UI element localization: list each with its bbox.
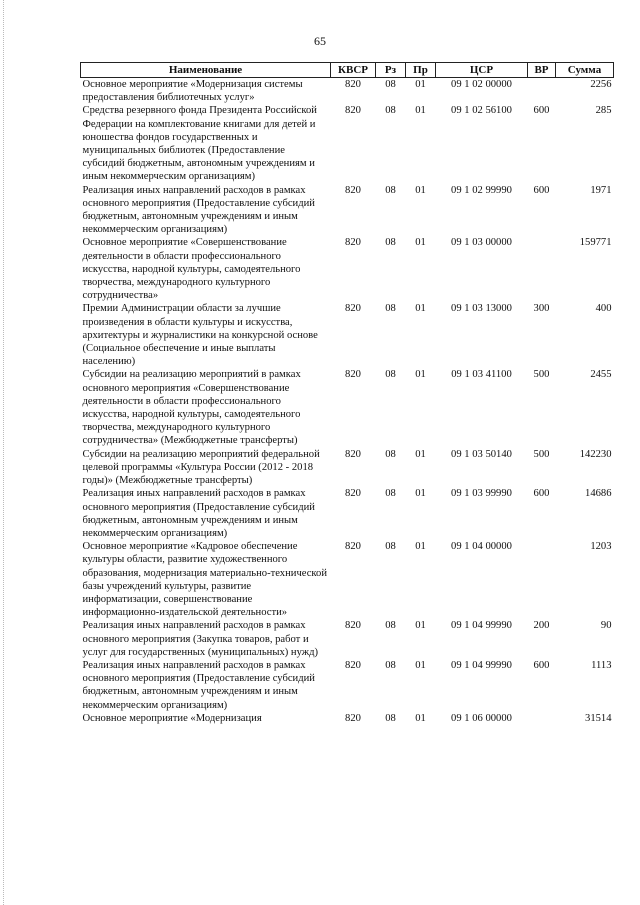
header-vr: ВР bbox=[528, 63, 556, 78]
cell-name: Реализация иных направлений расходов в рамках основного мероприятия (Закупка товаров, работ и услуг для государственных (муниципальных) нужд) bbox=[82, 620, 318, 658]
cell-csr: 09 1 06 00000 bbox=[451, 712, 512, 724]
cell-name: Основное мероприятие «Модернизация системы предоставления библиотечных услуг» bbox=[82, 79, 303, 104]
table-row bbox=[81, 78, 614, 105]
cell-sum: 31514 bbox=[585, 712, 612, 724]
cell-csr: 09 1 04 99990 bbox=[451, 620, 512, 632]
table-row bbox=[81, 302, 614, 368]
table-row bbox=[81, 487, 614, 540]
table-body bbox=[81, 78, 614, 725]
header-pr: Пр bbox=[406, 63, 436, 78]
cell-sum: 142230 bbox=[579, 448, 612, 460]
table-row bbox=[81, 236, 614, 302]
cell-kvsr: 820 bbox=[345, 369, 361, 381]
cell-kvsr: 820 bbox=[345, 184, 361, 196]
cell-csr: 09 1 03 99990 bbox=[451, 488, 512, 500]
cell-name: Реализация иных направлений расходов в рамках основного мероприятия (Предоставление субсидий бюджетным, автономным учреждениям и иным некоммерческим организациям) bbox=[82, 184, 315, 236]
table-row bbox=[81, 619, 614, 659]
cell-sum: 1113 bbox=[591, 659, 612, 671]
cell-pr: 01 bbox=[415, 105, 426, 117]
cell-rz: 08 bbox=[385, 541, 396, 553]
cell-kvsr: 820 bbox=[345, 105, 361, 117]
cell-kvsr: 820 bbox=[345, 620, 361, 632]
cell-kvsr: 820 bbox=[345, 541, 361, 553]
table-header-row bbox=[81, 63, 614, 78]
cell-name: Основное мероприятие «Кадровое обеспечение культуры области, развитие художественного образования, модернизация материально-технической базы учреждений культуры, развитие информатизации, совершенствование информационно-издательской деятельности» bbox=[82, 541, 328, 619]
cell-rz: 08 bbox=[385, 620, 396, 632]
cell-sum: 2256 bbox=[590, 79, 612, 90]
cell-name: Основное мероприятие «Совершенствование деятельности в области профессионального искусства, народной культуры, самодеятельного творчества, международного культурного сотрудничества» bbox=[82, 237, 301, 302]
cell-name: Премии Администрации области за лучшие произведения в области культуры и искусства, архитектуры и журналистики на конкурсной основе (Социальное обеспечение и иные выплаты населению) bbox=[82, 303, 318, 368]
cell-sum: 1203 bbox=[590, 541, 612, 553]
cell-rz: 08 bbox=[385, 237, 396, 249]
cell-pr: 01 bbox=[415, 488, 426, 500]
cell-name: Реализация иных направлений расходов в рамках основного мероприятия (Предоставление субсидий бюджетным, автономным учреждениям и иным некоммерческим организациям) bbox=[82, 659, 315, 711]
cell-rz: 08 bbox=[385, 488, 396, 500]
cell-csr: 09 1 03 50140 bbox=[451, 448, 512, 460]
cell-pr: 01 bbox=[415, 303, 426, 315]
cell-vr: 200 bbox=[533, 620, 550, 632]
header-kvsr: КВСР bbox=[331, 63, 376, 78]
cell-csr: 09 1 04 99990 bbox=[451, 659, 512, 671]
cell-sum: 2455 bbox=[590, 369, 612, 381]
cell-rz: 08 bbox=[385, 369, 396, 381]
cell-sum: 14686 bbox=[585, 488, 612, 500]
cell-sum: 90 bbox=[600, 620, 612, 632]
cell-name: Субсидии на реализацию мероприятий в рамках основного мероприятия «Совершенствование деятельности в области профессионального искусства, народной культуры, самодеятельного творчества, международного культурного сотрудничества» (Межбюджетные трансферты) bbox=[82, 369, 301, 447]
cell-rz: 08 bbox=[385, 184, 396, 196]
cell-vr: 300 bbox=[533, 303, 550, 315]
cell-csr: 09 1 03 00000 bbox=[451, 237, 512, 249]
cell-rz: 08 bbox=[385, 659, 396, 671]
cell-kvsr: 820 bbox=[345, 712, 361, 724]
header-sum: Сумма bbox=[556, 63, 614, 78]
cell-name: Средства резервного фонда Президента Российской Федерации на комплектование книгами для детей и юношества фондов государственных и муниципальных библиотек (Предоставление субсидий бюджетным, автономным учреждениям и иным некоммерческим организациям) bbox=[82, 105, 317, 183]
cell-pr: 01 bbox=[415, 369, 426, 381]
cell-name: Основное мероприятие «Модернизация bbox=[82, 712, 262, 724]
cell-vr: 500 bbox=[533, 369, 550, 381]
table-row bbox=[81, 368, 614, 447]
cell-name: Субсидии на реализацию мероприятий федеральной целевой программы «Культура России (2012 - 2018 годы)» (Межбюджетные трансферты) bbox=[82, 448, 320, 487]
cell-sum: 285 bbox=[595, 105, 612, 117]
cell-pr: 01 bbox=[415, 79, 426, 90]
cell-kvsr: 820 bbox=[345, 237, 361, 249]
cell-pr: 01 bbox=[415, 541, 426, 553]
cell-vr: 500 bbox=[533, 448, 550, 460]
table-row bbox=[81, 540, 614, 619]
cell-vr: 600 bbox=[533, 184, 550, 196]
cell-pr: 01 bbox=[415, 184, 426, 196]
cell-name: Реализация иных направлений расходов в рамках основного мероприятия (Предоставление субсидий бюджетным, автономным учреждениям и иным некоммерческим организациям) bbox=[82, 488, 315, 539]
header-name: Наименование bbox=[81, 63, 331, 78]
table-row bbox=[81, 104, 614, 183]
cell-vr bbox=[528, 540, 556, 619]
cell-pr: 01 bbox=[415, 620, 426, 632]
cell-rz: 08 bbox=[385, 79, 396, 90]
cell-sum: 159771 bbox=[579, 237, 612, 249]
cell-vr bbox=[528, 712, 556, 725]
cell-pr: 01 bbox=[415, 712, 426, 724]
cell-pr: 01 bbox=[415, 448, 426, 460]
cell-vr: 600 bbox=[533, 488, 550, 500]
cell-csr: 09 1 02 99990 bbox=[451, 184, 512, 196]
cell-kvsr: 820 bbox=[345, 303, 361, 315]
scan-edge-line bbox=[3, 0, 5, 905]
cell-kvsr: 820 bbox=[345, 448, 361, 460]
table-row bbox=[81, 448, 614, 488]
cell-kvsr: 820 bbox=[345, 659, 361, 671]
cell-rz: 08 bbox=[385, 303, 396, 315]
cell-vr bbox=[528, 236, 556, 302]
cell-sum: 400 bbox=[595, 303, 612, 315]
cell-pr: 01 bbox=[415, 237, 426, 249]
cell-rz: 08 bbox=[385, 448, 396, 460]
cell-vr bbox=[528, 78, 556, 105]
cell-vr: 600 bbox=[533, 105, 550, 117]
page-number: 65 bbox=[314, 34, 326, 48]
table-row bbox=[81, 659, 614, 712]
cell-csr: 09 1 03 41100 bbox=[451, 369, 512, 381]
header-rz: Рз bbox=[376, 63, 406, 78]
header-csr: ЦСР bbox=[436, 63, 528, 78]
cell-sum: 1971 bbox=[590, 184, 612, 196]
cell-rz: 08 bbox=[385, 105, 396, 117]
cell-vr: 600 bbox=[533, 659, 550, 671]
cell-csr: 09 1 03 13000 bbox=[451, 303, 512, 315]
budget-table bbox=[80, 62, 614, 725]
cell-csr: 09 1 04 00000 bbox=[451, 541, 512, 553]
cell-pr: 01 bbox=[415, 659, 426, 671]
table-row bbox=[81, 184, 614, 237]
cell-csr: 09 1 02 56100 bbox=[451, 105, 512, 117]
cell-kvsr: 820 bbox=[345, 79, 361, 90]
cell-rz: 08 bbox=[385, 712, 396, 724]
cell-kvsr: 820 bbox=[345, 488, 361, 500]
table-row bbox=[81, 712, 614, 725]
cell-csr: 09 1 02 00000 bbox=[451, 79, 512, 90]
